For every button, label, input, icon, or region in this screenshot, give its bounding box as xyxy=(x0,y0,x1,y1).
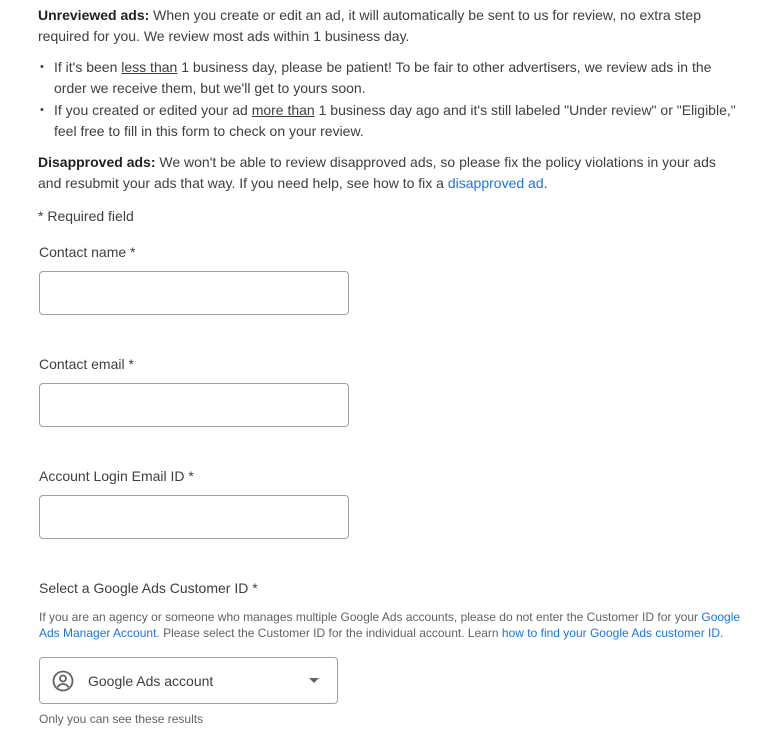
bullet-less-than xyxy=(38,57,738,99)
required-note: * Required field xyxy=(38,208,134,224)
customer-id-help xyxy=(39,609,749,641)
contact-name-label: Contact name * xyxy=(39,244,136,260)
contact-name-input[interactable] xyxy=(39,271,349,315)
disapproved-ad-link[interactable]: disapproved ad xyxy=(447,175,544,191)
bullet-underline: more than xyxy=(251,102,315,118)
dropdown-value: Google Ads account xyxy=(88,672,214,689)
google-ads-account-dropdown[interactable] xyxy=(39,657,338,704)
contact-email-input[interactable] xyxy=(39,383,349,427)
bullet-text: 1 business day ago and it's still labeled "Under review" or "Eligible," feel free to fill in this form to check on your review. xyxy=(54,102,736,139)
bullet-text: If it's been xyxy=(54,59,122,75)
disapproved-text: We won't be able to review disapproved ads, so please fix the policy violations in your ads and resubmit your ads that way. If you need help, see how to fix a xyxy=(38,154,716,191)
help-text: If you are an agency or someone who manages multiple Google Ads accounts, please do not enter the Customer ID for your xyxy=(39,610,702,624)
account-circle-icon xyxy=(52,670,74,692)
login-email-label: Account Login Email ID * xyxy=(39,468,194,484)
period: . xyxy=(543,175,548,191)
bullet-text: 1 business day, please be patient! To be fair to other advertisers, we review ads in the order we receive them, but we'll get to yours soon. xyxy=(54,59,712,96)
help-text: . xyxy=(720,626,724,640)
disapproved-ads-paragraph xyxy=(38,152,738,194)
unreviewed-text: When you create or edit an ad, it will automatically be sent to us for review, no extra step required for you. We review most ads within 1 business day. xyxy=(38,7,701,44)
contact-email-label: Contact email * xyxy=(39,356,134,372)
find-customer-id-link[interactable]: how to find your Google Ads customer ID xyxy=(501,626,721,640)
customer-id-label: Select a Google Ads Customer ID * xyxy=(39,580,258,596)
login-email-input[interactable] xyxy=(39,495,349,539)
bullet-text: If you created or edited your ad xyxy=(54,102,252,118)
bullet-more-than xyxy=(38,100,738,142)
disapproved-title: Disapproved ads: xyxy=(38,154,156,170)
manager-account-link[interactable]: Google Ads Manager Account xyxy=(39,610,741,640)
chevron-down-icon xyxy=(309,678,319,683)
help-text: . Please select the Customer ID for the individual account. Learn xyxy=(156,626,502,640)
bullet-underline: less than xyxy=(121,59,178,75)
only-you-note: Only you can see these results xyxy=(39,712,204,726)
unreviewed-ads-paragraph xyxy=(38,5,738,47)
unreviewed-title: Unreviewed ads: xyxy=(38,7,150,23)
review-bullets xyxy=(38,57,738,142)
